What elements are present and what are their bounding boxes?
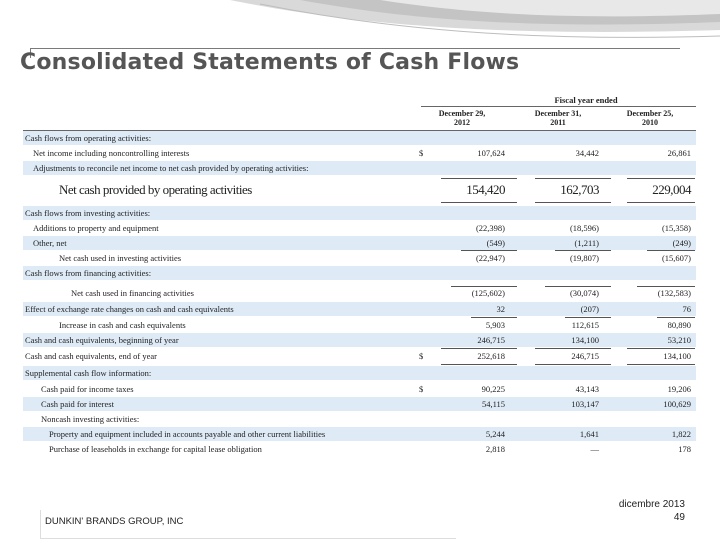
- value-2010: 19,206: [667, 384, 691, 394]
- row-label: Cash flows from financing activities:: [25, 268, 152, 278]
- row-label: Property and equipment included in accounts payable and other current liabilities: [49, 429, 326, 439]
- total-rule: [535, 364, 611, 365]
- table-row: [23, 442, 696, 456]
- subtotal-rule: [535, 202, 611, 203]
- table-row: [23, 302, 696, 316]
- table-row: [23, 427, 696, 441]
- subtotal-rule: [441, 202, 517, 203]
- value-2010: (249): [672, 238, 691, 248]
- value-2012: 90,225: [481, 384, 505, 394]
- subtotal-rule: [637, 286, 695, 287]
- row-label: Purchase of leaseholds in exchange for capital lease obligation: [49, 444, 262, 454]
- value-2012: (549): [486, 238, 505, 248]
- column-header-date: December 31,: [534, 109, 582, 118]
- row-label: Net cash provided by operating activities: [59, 182, 252, 197]
- value-2012: 252,618: [477, 351, 505, 361]
- table-row: [23, 349, 696, 363]
- table-row: [23, 286, 696, 300]
- value-2011: 1,641: [579, 429, 599, 439]
- value-2010: 1,822: [671, 429, 691, 439]
- value-2010: 229,004: [652, 182, 691, 197]
- table-row: [23, 161, 696, 175]
- footer-date-page: [595, 498, 685, 524]
- column-header-2011: [517, 109, 599, 127]
- value-2011: 162,703: [560, 182, 599, 197]
- value-2012: 154,420: [466, 182, 505, 197]
- table-row: [23, 146, 696, 160]
- table-row: [23, 318, 696, 332]
- total-rule: [441, 364, 517, 365]
- row-label: Cash flows from operating activities:: [25, 133, 152, 143]
- value-2011: (1,211): [574, 238, 599, 248]
- row-label: Additions to property and equipment: [33, 223, 159, 233]
- value-2011: 112,615: [571, 320, 599, 330]
- table-row: [23, 236, 696, 250]
- value-2011: 246,715: [571, 351, 599, 361]
- currency-symbol: $: [419, 384, 424, 394]
- value-2011: (18,596): [569, 223, 599, 233]
- value-2012: 2,818: [485, 444, 505, 454]
- subtotal-rule: [627, 202, 695, 203]
- footer-company: DUNKIN' BRANDS GROUP, INC: [45, 516, 184, 527]
- row-label: Net income including noncontrolling interests: [33, 148, 190, 158]
- footer-date: dicembre 2013: [618, 499, 685, 510]
- table-row: [23, 206, 696, 220]
- value-2012: 32: [496, 304, 505, 314]
- value-2010: 76: [682, 304, 691, 314]
- table-row: [23, 266, 696, 280]
- value-2012: 246,715: [477, 335, 505, 345]
- row-label: Effect of exchange rate changes on cash and cash equivalents: [25, 304, 234, 314]
- value-2010: 100,629: [663, 399, 691, 409]
- value-2011: (207): [580, 304, 599, 314]
- subtotal-rule: [451, 286, 517, 287]
- subtotal-rule: [535, 178, 611, 179]
- value-2012: (22,947): [475, 253, 505, 263]
- value-2012: 5,244: [485, 429, 505, 439]
- column-header-year: 2012: [454, 118, 470, 127]
- value-2011: 43,143: [575, 384, 599, 394]
- title-rule: [30, 48, 680, 49]
- table-row: [23, 382, 696, 396]
- slide-title: Consolidated Statements of Cash Flows: [20, 50, 520, 75]
- value-2012: 107,624: [477, 148, 505, 158]
- value-2010: (132,583): [657, 288, 691, 298]
- table-row: [23, 131, 696, 145]
- column-header-2010: [609, 109, 691, 127]
- table-row: [23, 366, 696, 380]
- row-label: Cash paid for interest: [41, 399, 114, 409]
- column-header-date: December 25,: [626, 109, 674, 118]
- value-2010: 134,100: [663, 351, 691, 361]
- table-row: [23, 333, 696, 347]
- row-label: Cash and cash equivalents, beginning of year: [25, 335, 179, 345]
- row-label: Cash and cash equivalents, end of year: [25, 351, 157, 361]
- value-2010: 80,890: [667, 320, 691, 330]
- value-2011: 34,442: [575, 148, 599, 158]
- value-2011: 103,147: [571, 399, 599, 409]
- cash-flow-table: [21, 89, 698, 461]
- value-2012: (125,602): [471, 288, 505, 298]
- table-row: [23, 397, 696, 411]
- column-header-date: December 29,: [438, 109, 486, 118]
- currency-symbol: $: [419, 148, 424, 158]
- column-header-year: 2011: [550, 118, 566, 127]
- table-row: [23, 251, 696, 265]
- value-2010: 178: [678, 444, 691, 454]
- row-label: Cash flows from investing activities:: [25, 208, 151, 218]
- total-rule: [627, 364, 695, 365]
- row-label: Adjustments to reconcile net income to net cash provided by operating activities:: [33, 163, 309, 173]
- value-2010: 53,210: [667, 335, 691, 345]
- page-number: 49: [673, 512, 685, 523]
- value-2012: 5,903: [485, 320, 505, 330]
- row-label: Net cash used in investing activities: [59, 253, 182, 263]
- value-2011: —: [590, 444, 599, 454]
- subtotal-rule: [441, 178, 517, 179]
- row-label: Cash paid for income taxes: [41, 384, 134, 394]
- value-2011: 134,100: [571, 335, 599, 345]
- fiscal-year-header: Fiscal year ended: [554, 95, 618, 105]
- table-row: [23, 177, 696, 201]
- fiscal-header-rule: [421, 106, 696, 107]
- table-row: [23, 221, 696, 235]
- currency-symbol: $: [419, 351, 424, 361]
- row-label: Noncash investing activities:: [41, 414, 140, 424]
- row-label: Net cash used in financing activities: [71, 288, 194, 298]
- subtotal-rule: [627, 178, 695, 179]
- column-header-year: 2010: [642, 118, 658, 127]
- row-label: Other, net: [33, 238, 67, 248]
- column-header-2012: [421, 109, 503, 127]
- value-2010: 26,861: [667, 148, 691, 158]
- row-label: Supplemental cash flow information:: [25, 368, 152, 378]
- value-2010: (15,607): [661, 253, 691, 263]
- value-2011: (19,807): [569, 253, 599, 263]
- value-2012: 54,115: [481, 399, 505, 409]
- value-2010: (15,358): [661, 223, 691, 233]
- value-2012: (22,398): [475, 223, 505, 233]
- table-row: [23, 412, 696, 426]
- subtotal-rule: [545, 286, 611, 287]
- row-label: Increase in cash and cash equivalents: [59, 320, 186, 330]
- value-2011: (30,074): [569, 288, 599, 298]
